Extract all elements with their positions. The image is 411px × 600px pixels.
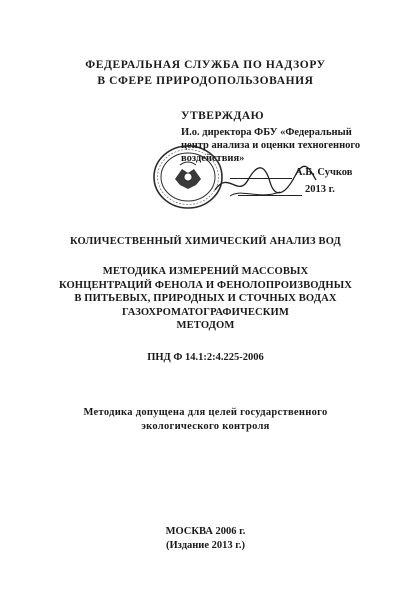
approval-year: 2013 г. (305, 184, 335, 195)
document-code: ПНД Ф 14.1:2:4.225-2006 (147, 352, 264, 363)
agency-line-1: ФЕДЕРАЛЬНАЯ СЛУЖБА ПО НАДЗОРУ (85, 59, 326, 71)
method-line-3: В ПИТЬЕВЫХ, ПРИРОДНЫХ И СТОЧНЫХ ВОДАХ (74, 293, 337, 305)
edition-note: (Издание 2013 г.) (166, 540, 245, 551)
city-year: МОСКВА 2006 г. (165, 526, 246, 537)
method-line-2: КОНЦЕНТРАЦИЙ ФЕНОЛА И ФЕНОЛОПРОИЗВОДНЫХ (58, 279, 353, 291)
publication-footer (0, 525, 411, 553)
date-line (238, 195, 302, 196)
method-line-5: МЕТОДОМ (176, 320, 235, 332)
approval-line-1: И.о. директора ФБУ «Федеральный (181, 127, 352, 138)
method-line-4: ГАЗОХРОМАТОГРАФИЧЕСКИМ (122, 306, 289, 318)
signature-line (230, 178, 292, 179)
agency-line-2: В СФЕРЕ ПРИРОДОПОЛЬЗОВАНИЯ (97, 75, 314, 87)
agency-header (0, 57, 411, 89)
method-title (0, 265, 411, 333)
approval-line-3: воздействия» (181, 153, 245, 164)
permit-line-2: экологического контроля (141, 421, 270, 432)
signer-name: А.Б. Сучков (295, 167, 353, 178)
permit-line-1: Методика допущена для целей государственного (83, 407, 328, 418)
method-line-1: МЕТОДИКА ИЗМЕРЕНИЙ МАССОВЫХ (102, 266, 309, 277)
approval-block (181, 126, 381, 165)
permit-note (0, 406, 411, 434)
approval-line-2: центр анализа и оценки техногенного (181, 140, 361, 151)
analysis-title: КОЛИЧЕСТВЕННЫЙ ХИМИЧЕСКИЙ АНАЛИЗ ВОД (70, 236, 341, 247)
approval-title: УТВЕРЖДАЮ (181, 110, 265, 122)
